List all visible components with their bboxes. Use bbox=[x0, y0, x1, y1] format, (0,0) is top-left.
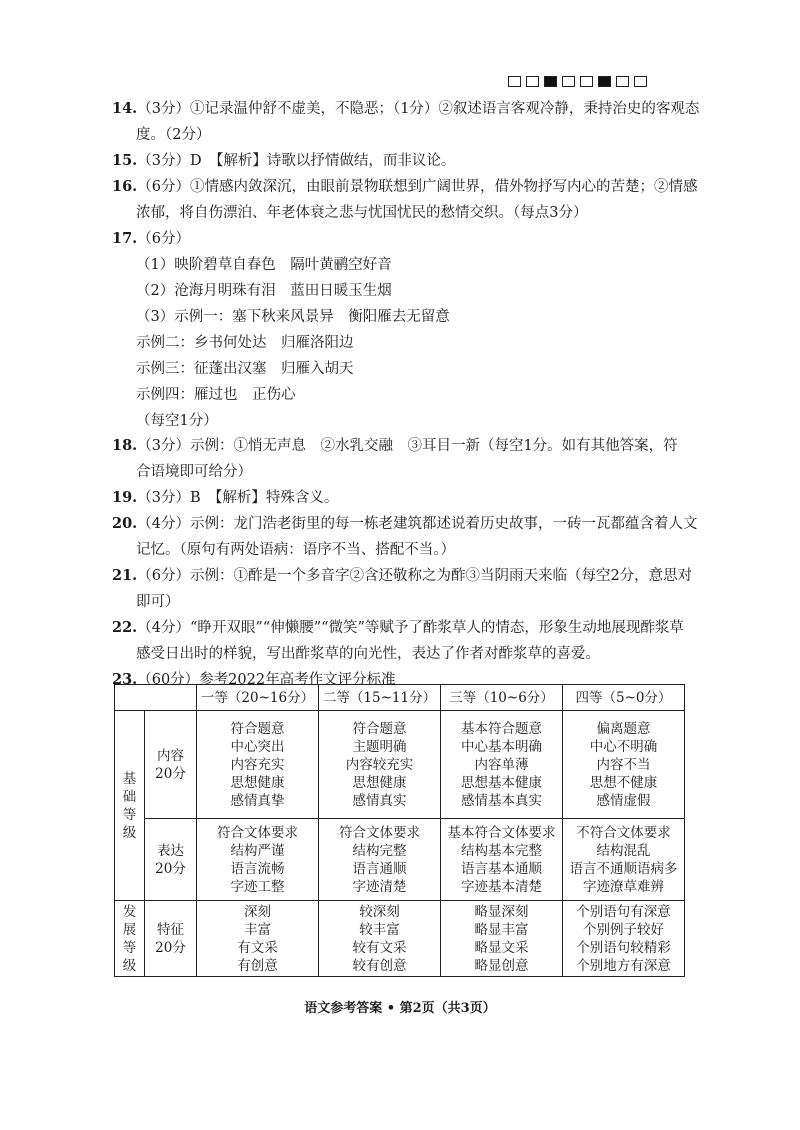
table-row-content bbox=[115, 711, 685, 819]
answer-text: （3）示例一：塞下秋来风景异 衡阳雁去无留意 bbox=[136, 309, 450, 325]
criterion-line: 个别地方有深意 bbox=[576, 957, 671, 974]
header-grade-2: 二等（15~11分） bbox=[319, 685, 441, 711]
criterion-line: 字迹潦草难辨 bbox=[583, 878, 664, 895]
criterion-line: 感情基本真实 bbox=[461, 792, 542, 809]
answer-text: 示例三：征蓬出汉塞 归雁入胡天 bbox=[136, 361, 354, 377]
question-number: 14. bbox=[112, 100, 138, 117]
answer-line bbox=[136, 334, 354, 352]
cell-feature-grade-1 bbox=[197, 901, 319, 977]
criterion-line: 丰富 bbox=[244, 921, 271, 938]
criterion-line: 较有文采 bbox=[352, 939, 407, 956]
page-mark-6 bbox=[598, 76, 611, 87]
answer-line bbox=[136, 593, 180, 611]
page-mark-2 bbox=[526, 76, 539, 87]
answer-text: 合语境即可给分） bbox=[136, 464, 252, 480]
table-row-expression bbox=[115, 819, 685, 901]
row-label-expression bbox=[145, 819, 197, 901]
criterion-line: 内容较充实 bbox=[345, 756, 414, 773]
criterion-line: 语言不通顺语病多 bbox=[569, 860, 678, 877]
answer-line bbox=[112, 178, 697, 196]
answer-line bbox=[112, 489, 338, 507]
answer-line bbox=[112, 100, 699, 118]
page-index-marks bbox=[508, 76, 647, 87]
row-label-content bbox=[145, 711, 197, 819]
cell-content-grade-3 bbox=[441, 711, 563, 819]
criterion-line: 个别语句有深意 bbox=[576, 903, 671, 920]
question-number: 16. bbox=[112, 178, 138, 195]
criterion-line: 中心不明确 bbox=[589, 738, 658, 755]
answer-line bbox=[136, 386, 296, 404]
row-label-line: 表达 bbox=[157, 842, 184, 859]
criterion-line: 个别例子较好 bbox=[583, 921, 664, 938]
answer-text: （1）映阶碧草自春色 隔叶黄鹂空好音 bbox=[136, 257, 392, 273]
cell-feature-grade-3 bbox=[441, 901, 563, 977]
answer-line bbox=[136, 204, 587, 222]
row-label-line: 20分 bbox=[155, 765, 186, 782]
criterion-line: 字迹工整 bbox=[230, 878, 285, 895]
essay-scoring-table bbox=[114, 684, 685, 977]
answer-line bbox=[136, 645, 600, 663]
answer-line bbox=[112, 437, 678, 455]
criterion-line: 个别语句较精彩 bbox=[576, 939, 671, 956]
criterion-line: 主题明确 bbox=[352, 738, 407, 755]
question-number: 20. bbox=[112, 515, 138, 532]
page-mark-5 bbox=[580, 76, 593, 87]
header-grade-3: 三等（10~6分） bbox=[441, 685, 563, 711]
answer-text: （3分）示例：①悄无声息 ②水乳交融 ③耳目一新（每空1分。如有其他答案，符 bbox=[137, 438, 678, 454]
row-label-line: 20分 bbox=[155, 939, 186, 956]
criterion-line: 感情真实 bbox=[352, 792, 407, 809]
answer-line bbox=[112, 515, 697, 533]
criterion-line: 语言流畅 bbox=[230, 860, 285, 877]
answer-line bbox=[136, 541, 455, 559]
answer-line bbox=[112, 230, 190, 248]
criterion-line: 思想基本健康 bbox=[461, 774, 542, 791]
answer-text: （2）沧海月明珠有泪 蓝田日暖玉生烟 bbox=[136, 283, 392, 299]
criterion-line: 思想不健康 bbox=[589, 774, 658, 791]
criterion-line: 基本符合文体要求 bbox=[447, 824, 556, 841]
answer-text: 记忆。（原句有两处语病：语序不当、搭配不当。） bbox=[136, 542, 455, 558]
criterion-line: 内容单薄 bbox=[474, 756, 529, 773]
table-corner-cell bbox=[115, 685, 197, 711]
answer-text: 即可） bbox=[136, 594, 180, 610]
criterion-line: 中心基本明确 bbox=[461, 738, 542, 755]
answer-line bbox=[136, 360, 354, 378]
answer-line bbox=[112, 619, 684, 637]
answer-text: （6分）示例：①酢是一个多音字②含还敬称之为酢③当阴雨天来临（每空2分，意思对 bbox=[137, 568, 693, 584]
row-label-feature bbox=[145, 901, 197, 977]
cell-expression-grade-2 bbox=[319, 819, 441, 901]
question-number: 17. bbox=[112, 230, 138, 247]
criterion-line: 字迹清楚 bbox=[352, 878, 407, 895]
answer-text: （6分） bbox=[137, 231, 190, 247]
row-label-line: 20分 bbox=[155, 860, 186, 877]
answer-text: （每空1分） bbox=[136, 413, 218, 429]
answer-text: （3分）①记录温仲舒不虚美，不隐恶；（1分）②叙述语言客观冷静，秉持治史的客观态 bbox=[137, 101, 700, 117]
cell-content-grade-2 bbox=[319, 711, 441, 819]
answer-text: （3分）B 【解析】特殊含义。 bbox=[137, 490, 339, 506]
table-header-row bbox=[115, 685, 685, 711]
answer-line bbox=[112, 152, 455, 170]
criterion-line: 符合文体要求 bbox=[339, 824, 420, 841]
criterion-line: 思想健康 bbox=[352, 774, 407, 791]
question-number: 22. bbox=[112, 619, 138, 636]
criterion-line: 符合文体要求 bbox=[217, 824, 298, 841]
answer-line bbox=[136, 463, 252, 481]
answer-text: 感受日出时的样貌，写出酢浆草的向光性，表达了作者对酢浆草的喜爱。 bbox=[136, 646, 600, 662]
criterion-line: 结构基本完整 bbox=[461, 842, 542, 859]
criterion-line: 符合题意 bbox=[230, 720, 285, 737]
criterion-line: 结构严谨 bbox=[230, 842, 285, 859]
criterion-line: 深刻 bbox=[244, 903, 271, 920]
criterion-line: 有创意 bbox=[237, 957, 278, 974]
answer-text: 浓郁，将自伤漂泊、年老体衰之悲与忧国忧民的愁情交织。（每点3分） bbox=[136, 205, 588, 221]
row-label-line: 特征 bbox=[157, 921, 184, 938]
question-number: 21. bbox=[112, 567, 138, 584]
answer-line bbox=[136, 282, 392, 300]
criterion-line: 结构混乱 bbox=[596, 842, 651, 859]
page-mark-3 bbox=[544, 76, 557, 87]
criterion-line: 较有创意 bbox=[352, 957, 407, 974]
group-development-level: 发 展 等 级 bbox=[115, 901, 145, 977]
cell-expression-grade-1 bbox=[197, 819, 319, 901]
page-mark-8 bbox=[634, 76, 647, 87]
criterion-line: 略显文采 bbox=[474, 939, 529, 956]
page-mark-7 bbox=[616, 76, 629, 87]
page-mark-4 bbox=[562, 76, 575, 87]
criterion-line: 略显创意 bbox=[474, 957, 529, 974]
answer-line bbox=[136, 412, 218, 430]
criterion-line: 较深刻 bbox=[359, 903, 400, 920]
answer-text: （60分）参考2022年高考作文评分标准 bbox=[137, 672, 396, 688]
criterion-line: 不符合文体要求 bbox=[576, 824, 671, 841]
header-grade-4: 四等（5~0分） bbox=[563, 685, 685, 711]
criterion-line: 中心突出 bbox=[230, 738, 285, 755]
criterion-line: 偏离题意 bbox=[596, 720, 651, 737]
cell-expression-grade-3 bbox=[441, 819, 563, 901]
criterion-line: 略显丰富 bbox=[474, 921, 529, 938]
row-label-line: 内容 bbox=[157, 747, 184, 764]
criterion-line: 字迹基本清楚 bbox=[461, 878, 542, 895]
criterion-line: 有文采 bbox=[237, 939, 278, 956]
header-grade-1: 一等（20~16分） bbox=[197, 685, 319, 711]
answer-text: 示例四：雁过也 正伤心 bbox=[136, 387, 296, 403]
criterion-line: 感情虚假 bbox=[596, 792, 651, 809]
criterion-line: 感情真挚 bbox=[230, 792, 285, 809]
answer-line bbox=[136, 256, 392, 274]
answer-line bbox=[112, 567, 692, 585]
group-basic-level: 基 础 等 级 bbox=[115, 711, 145, 901]
criterion-line: 语言基本通顺 bbox=[461, 860, 542, 877]
criterion-line: 内容充实 bbox=[230, 756, 285, 773]
answer-text: （6分）①情感内敛深沉，由眼前景物联想到广阔世界，借外物抒写内心的苦楚；②情感 bbox=[137, 179, 698, 195]
criterion-line: 结构完整 bbox=[352, 842, 407, 859]
answer-text: 示例二：乡书何处达 归雁洛阳边 bbox=[136, 335, 354, 351]
page-footer: 语文参考答案 • 第2页（共3页） bbox=[304, 1001, 496, 1016]
cell-expression-grade-4 bbox=[563, 819, 685, 901]
question-number: 18. bbox=[112, 437, 138, 454]
question-number: 19. bbox=[112, 489, 138, 506]
page-mark-1 bbox=[508, 76, 521, 87]
question-number: 15. bbox=[112, 152, 138, 169]
criterion-line: 基本符合题意 bbox=[461, 720, 542, 737]
answer-line bbox=[136, 126, 210, 144]
table-row-feature bbox=[115, 901, 685, 977]
answer-text: （4分）示例：龙门浩老街里的每一栋老建筑都述说着历史故事，一砖一瓦都蕴含着人文 bbox=[137, 516, 698, 532]
answer-text: （4分）“睁开双眼”“伸懒腰”“微笑”等赋予了酢浆草人的情态，形象生动地展现酢浆草 bbox=[137, 620, 684, 636]
criterion-line: 内容不当 bbox=[596, 756, 651, 773]
criterion-line: 思想健康 bbox=[230, 774, 285, 791]
cell-content-grade-1 bbox=[197, 711, 319, 819]
criterion-line: 符合题意 bbox=[352, 720, 407, 737]
cell-feature-grade-2 bbox=[319, 901, 441, 977]
cell-content-grade-4 bbox=[563, 711, 685, 819]
cell-feature-grade-4 bbox=[563, 901, 685, 977]
question-number: 23. bbox=[112, 671, 138, 688]
answer-text: 度。（2分） bbox=[136, 127, 211, 143]
criterion-line: 较丰富 bbox=[359, 921, 400, 938]
answer-line bbox=[136, 308, 450, 326]
criterion-line: 语言通顺 bbox=[352, 860, 407, 877]
answer-text: （3分）D 【解析】诗歌以抒情做结，而非议论。 bbox=[137, 153, 456, 169]
criterion-line: 略显深刻 bbox=[474, 903, 529, 920]
